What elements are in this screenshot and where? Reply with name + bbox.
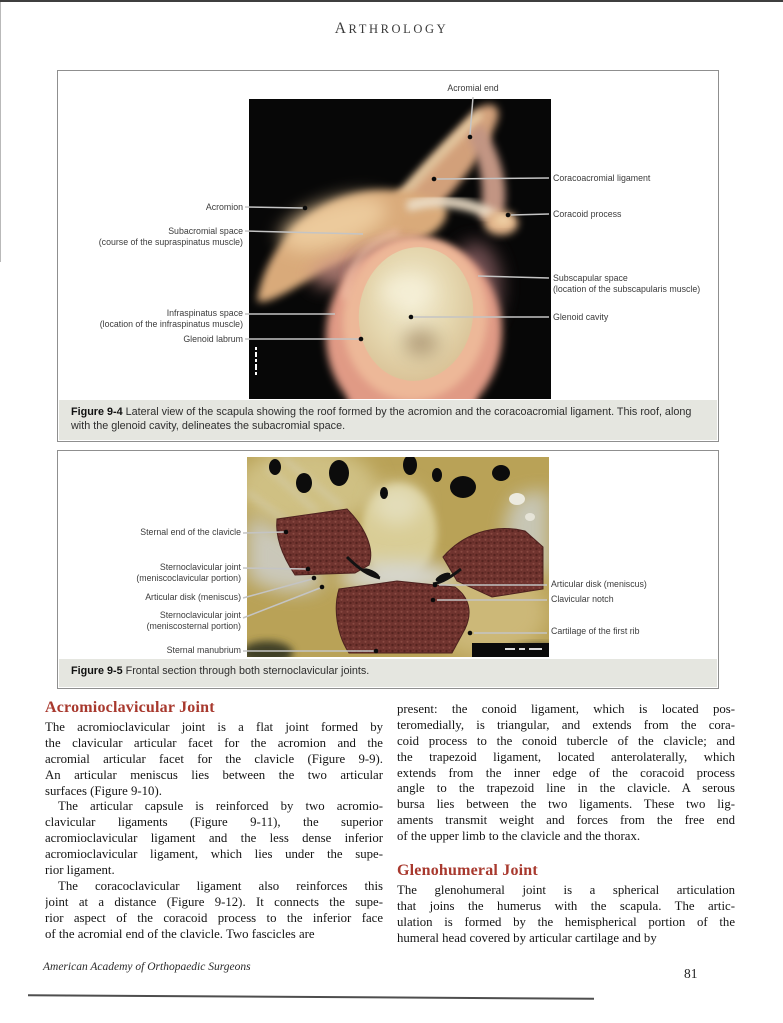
page-number: 81 bbox=[684, 966, 698, 981]
label-acromion bbox=[206, 202, 243, 213]
text-line: angle to the trapezoid line in the clavicle. A serous bbox=[397, 781, 735, 796]
figure-caption-text: Frontal section through both sternoclavicular joints. bbox=[125, 665, 370, 677]
figure-9-5-box bbox=[57, 450, 719, 689]
label-sternal-manubrium bbox=[167, 645, 241, 656]
label-text: Glenoid cavity bbox=[553, 312, 609, 322]
paragraph bbox=[397, 702, 735, 845]
text-line: rior aspect of the coracoid process to the inferior face bbox=[45, 910, 383, 925]
label-text: Cartilage of the first rib bbox=[551, 626, 640, 636]
label-articular-disk-left bbox=[145, 592, 241, 603]
text-line: of the acromial end of the clavicle. Two fascicles are bbox=[45, 926, 315, 941]
text-line: present: the conoid ligament, which is located pos- bbox=[397, 702, 735, 716]
text-line: of the upper limb to the clavicle and the thorax. bbox=[397, 829, 641, 844]
text-line: humeral head covered by articular cartilage and by bbox=[397, 930, 657, 945]
text-line: the trapezoid ligament, located anterolaterally, which bbox=[397, 749, 735, 764]
label-text: Acromion bbox=[205, 202, 243, 212]
label-sternal-end-clavicle bbox=[140, 527, 241, 538]
label-scj-meniscoclavicular bbox=[136, 562, 241, 584]
figure-caption-label: Figure 9-5 bbox=[71, 665, 123, 677]
label-line-1: Sternoclavicular joint bbox=[159, 562, 241, 572]
label-line-2: (location of the subscapularis muscle) bbox=[553, 284, 701, 294]
scan-artifact-left-edge bbox=[0, 2, 1, 262]
body-column-right bbox=[397, 702, 735, 947]
text-line: extends from the inner edge of the coracoid process bbox=[397, 765, 735, 780]
text-line: An articular meniscus lies between the two articular bbox=[45, 767, 383, 782]
text-line: rior ligament. bbox=[45, 863, 115, 878]
text-line: ulation is formed by the hemispherical portion of the bbox=[397, 914, 735, 929]
label-subscapular-space bbox=[553, 273, 700, 295]
label-line-2: (location of the infraspinatus muscle) bbox=[99, 319, 243, 329]
text-line: The articular capsule is reinforced by two acromio- bbox=[58, 799, 383, 814]
figure-9-4-caption bbox=[59, 400, 717, 440]
label-text: Sternal end of the clavicle bbox=[140, 527, 241, 537]
label-text: Articular disk (meniscus) bbox=[551, 579, 647, 589]
label-subacromial-space bbox=[99, 226, 243, 248]
label-text: Clavicular notch bbox=[551, 594, 614, 604]
label-line-2: (meniscoclavicular portion) bbox=[136, 573, 241, 583]
photo-copyright-mark bbox=[472, 643, 549, 657]
label-line-1: Infraspinatus space bbox=[166, 308, 243, 318]
label-line-1: Subscapular space bbox=[553, 273, 628, 283]
label-glenoid-labrum bbox=[183, 334, 243, 345]
label-articular-disk-right bbox=[551, 579, 647, 590]
label-text: Coracoid process bbox=[553, 209, 622, 219]
label-line-2: (course of the supraspinatus muscle) bbox=[98, 237, 243, 247]
sternoclavicular-section-photo bbox=[247, 457, 549, 657]
figure-9-4-box bbox=[57, 70, 719, 442]
text-line: that joins the humerus with the scapula. The artic- bbox=[397, 898, 735, 913]
figure-caption-text: Lateral view of the scapula showing the roof formed by the acromion and the coracoacromial ligament. This roof, along with the glenoid cavity, delineates the subacromial space. bbox=[71, 406, 692, 432]
footer-credit: American Academy of Orthopaedic Surgeons bbox=[43, 961, 251, 973]
label-acromial-end bbox=[423, 83, 523, 94]
text-line: The acromioclavicular joint is a flat joint formed by bbox=[45, 720, 383, 734]
label-cartilage-first-rib bbox=[551, 626, 640, 637]
scan-artifact-top-edge bbox=[0, 0, 783, 2]
label-line-1: Sternoclavicular joint bbox=[159, 610, 241, 620]
text-line: surfaces (Figure 9-10). bbox=[45, 783, 162, 798]
text-line: acromioclavicular ligament and the less dense inferior bbox=[45, 831, 383, 846]
paragraph bbox=[45, 720, 383, 799]
body-column-left bbox=[45, 698, 383, 942]
section-heading-acromioclavicular: Acromioclavicular Joint bbox=[45, 699, 215, 716]
section-heading-glenohumeral: Glenohumeral Joint bbox=[397, 862, 538, 880]
text-line: teromedially, is triangular, and extends from the cora- bbox=[397, 717, 735, 732]
figure-9-5-caption bbox=[59, 659, 717, 687]
label-line-1: Subacromial space bbox=[168, 226, 243, 236]
paragraph bbox=[397, 883, 735, 947]
label-text: Acromial end bbox=[447, 83, 499, 93]
label-text: Articular disk (meniscus) bbox=[145, 592, 241, 602]
label-scj-meniscosternal bbox=[147, 610, 241, 632]
label-coracoacromial-ligament bbox=[553, 173, 650, 184]
text-line: the clavicular articular facet for the acromion and the bbox=[45, 735, 383, 750]
text-line: bursa lies between the two ligaments. These two lig- bbox=[397, 797, 735, 812]
paragraph bbox=[45, 799, 383, 878]
text-line: clavicular ligaments (Figure 9-11), the superior bbox=[45, 815, 383, 830]
label-glenoid-cavity bbox=[553, 312, 608, 323]
label-text: Glenoid labrum bbox=[183, 334, 243, 344]
label-infraspinatus-space bbox=[100, 308, 243, 330]
text-line: joint at a distance (Figure 9-12). It connects the supe- bbox=[45, 894, 383, 909]
text-line: The glenohumeral joint is a spherical articulation bbox=[397, 883, 735, 898]
page-title: ARTHROLOGY bbox=[334, 20, 449, 37]
label-line-2: (meniscosternal portion) bbox=[146, 621, 241, 631]
text-line: coid process to the conoid tubercle of the clavicle; and bbox=[397, 733, 735, 748]
footer-rule bbox=[28, 994, 594, 999]
text-line: The coracoclavicular ligament also reinforces this bbox=[58, 878, 383, 893]
figure-caption-label: Figure 9-4 bbox=[71, 406, 123, 418]
scapula-lateral-photo bbox=[249, 99, 551, 399]
label-clavicular-notch bbox=[551, 594, 614, 605]
label-text: Sternal manubrium bbox=[166, 645, 241, 655]
label-coracoid-process bbox=[553, 209, 621, 220]
paragraph bbox=[45, 879, 383, 943]
text-line: aments transmit weight and forces from the free end bbox=[397, 813, 735, 828]
text-line: acromial articular facet for the clavicle (Figure 9-9). bbox=[45, 751, 383, 766]
text-line: acromioclavicular ligament, which lies under the supe- bbox=[45, 847, 383, 862]
label-text: Coracoacromial ligament bbox=[553, 173, 651, 183]
